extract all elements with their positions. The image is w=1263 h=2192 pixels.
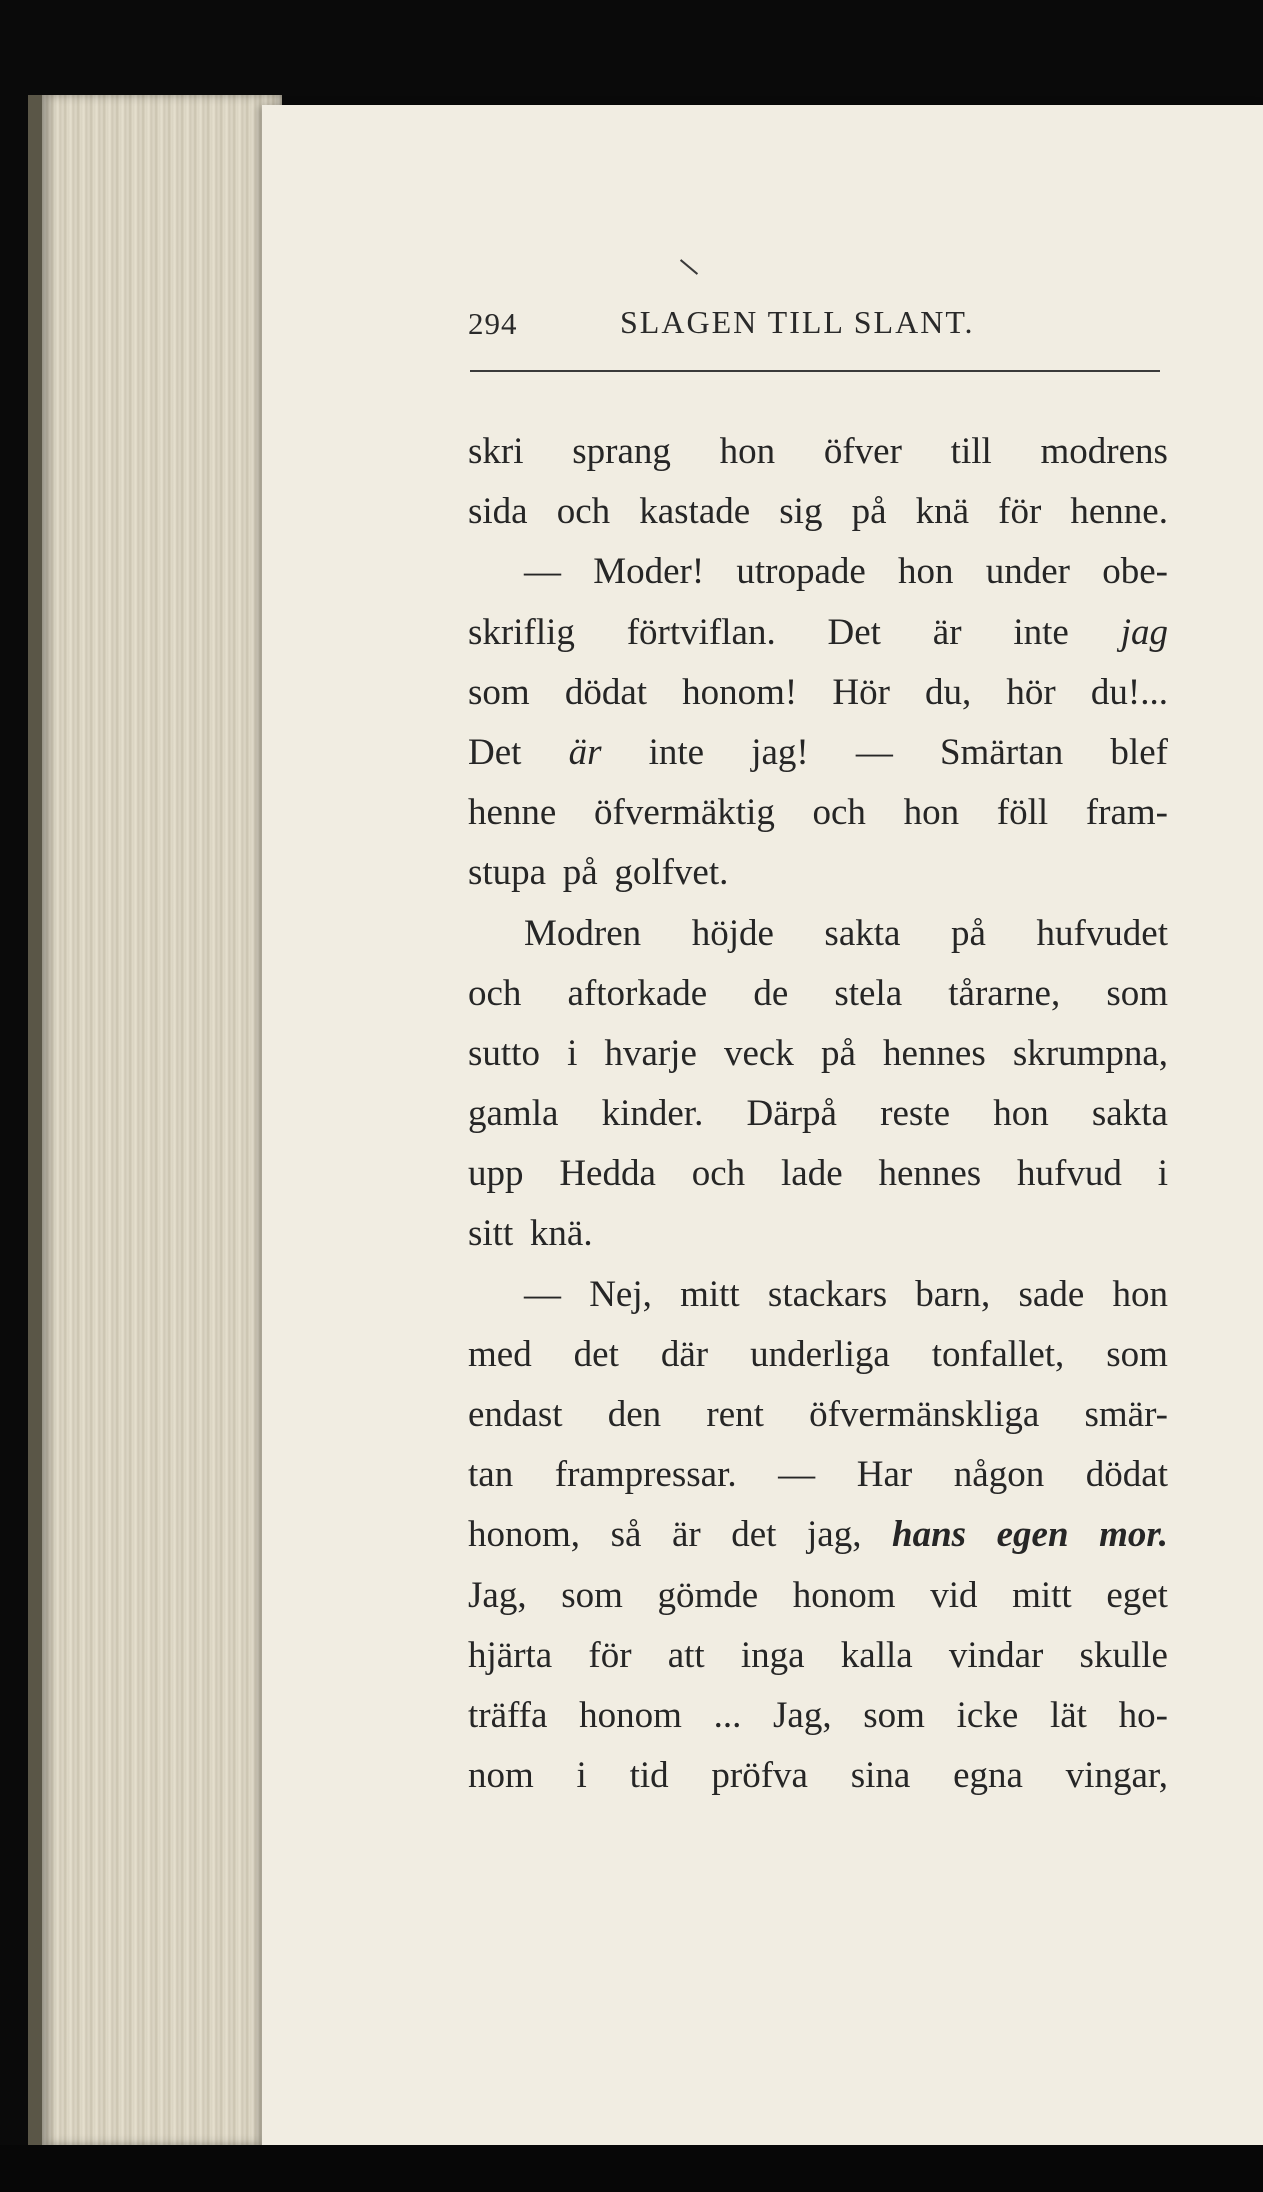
text-line (468, 1445, 1168, 1505)
word: utropade (736, 551, 866, 593)
word: blef (1110, 731, 1168, 773)
word: stela (834, 972, 903, 1014)
text-line (468, 723, 1168, 783)
word: det (573, 1333, 619, 1375)
word: Jag, (773, 1694, 832, 1736)
word: pröfva (711, 1755, 808, 1797)
word: gamla (468, 1093, 559, 1135)
word: Modren (524, 912, 642, 954)
word: för (588, 1634, 632, 1676)
word: höjde (691, 912, 774, 954)
word: inte (648, 731, 705, 773)
word: på (950, 912, 986, 954)
word: reste (880, 1093, 950, 1135)
word: Smärtan (939, 731, 1064, 773)
word: de (753, 972, 789, 1014)
word: någon (953, 1454, 1045, 1496)
word: mitt (680, 1273, 740, 1315)
word: vingar, (1065, 1755, 1168, 1797)
text-line (468, 1325, 1168, 1385)
word: egna (953, 1755, 1023, 1797)
word: stackars (767, 1273, 888, 1315)
word: honom (792, 1574, 896, 1616)
word: upp (468, 1153, 524, 1195)
word: på (851, 491, 887, 533)
word: förtviflan. (626, 611, 776, 653)
word: jag, (807, 1514, 862, 1556)
word: barn, (915, 1273, 991, 1315)
word: honom! (682, 671, 798, 713)
text-line (468, 1746, 1168, 1806)
word: med (468, 1333, 532, 1375)
text-line (468, 482, 1168, 542)
word: Hedda (559, 1153, 656, 1195)
word: veck (723, 1032, 794, 1074)
word: hör (1006, 671, 1056, 713)
word: honom (579, 1694, 682, 1736)
word: nom (468, 1755, 534, 1797)
word: dödat (1085, 1454, 1168, 1496)
word: — (855, 731, 893, 773)
word: sitt (468, 1213, 514, 1255)
word: endast (468, 1394, 563, 1435)
word: icke (956, 1694, 1019, 1736)
word: knä. (529, 1213, 593, 1255)
text-line (468, 542, 1168, 602)
word: hon (898, 551, 954, 593)
word: som (1106, 1333, 1168, 1375)
word: — (778, 1454, 816, 1496)
word: Hör (832, 671, 890, 713)
text-line (468, 1626, 1168, 1686)
word: mor. (1099, 1514, 1168, 1556)
text-line (468, 1204, 1168, 1264)
running-title: SLAGEN TILL SLANT. (620, 304, 975, 340)
word: tid (629, 1755, 669, 1797)
word: som (863, 1694, 925, 1736)
word: hon (993, 1093, 1049, 1135)
word: dödat (564, 671, 648, 713)
word: och (468, 972, 522, 1014)
text-line (468, 1686, 1168, 1746)
word: under (985, 551, 1070, 593)
word: jag (1120, 611, 1168, 653)
word: stupa (468, 852, 547, 894)
word: ho- (1118, 1694, 1168, 1736)
text-line (468, 422, 1168, 482)
word: på (562, 852, 598, 894)
word: fram- (1085, 792, 1168, 834)
word: hvarje (604, 1032, 697, 1074)
word: tårarne, (948, 972, 1061, 1014)
word: på (820, 1032, 856, 1074)
text-line (468, 1024, 1168, 1084)
word: skrumpna, (1012, 1032, 1168, 1074)
word: skulle (1079, 1634, 1168, 1676)
word: henne. (1070, 491, 1168, 533)
word: — (524, 1273, 561, 1315)
text-line (468, 964, 1168, 1024)
header-rule (470, 370, 1160, 372)
word: kalla (840, 1634, 913, 1676)
word: Jag, (468, 1574, 527, 1616)
word: som (468, 671, 530, 713)
word: vid (930, 1574, 978, 1616)
word: Det (468, 731, 522, 773)
word: hon (903, 792, 960, 834)
word: är (671, 1514, 701, 1556)
word: lät (1049, 1694, 1087, 1736)
text-line (468, 1566, 1168, 1626)
word: du!... (1090, 671, 1168, 713)
word: aftorkade (567, 972, 708, 1014)
word: Nej, (589, 1273, 652, 1315)
word: sakta (1091, 1093, 1168, 1135)
word: hennes (882, 1032, 986, 1074)
word: som (561, 1574, 623, 1616)
word: knä (915, 491, 970, 533)
word: Har (856, 1454, 913, 1496)
bottom-shadow (0, 2145, 1263, 2192)
word: Moder! (593, 551, 705, 593)
word: hufvud (1017, 1153, 1122, 1195)
word: där (660, 1333, 709, 1375)
word: öfver (823, 431, 902, 472)
word: hennes (878, 1153, 982, 1195)
word: — (524, 551, 561, 593)
word: hufvudet (1036, 912, 1168, 954)
word: och (556, 491, 611, 533)
word: och (812, 792, 866, 834)
body-text (468, 422, 1168, 1806)
word: smär- (1084, 1394, 1168, 1435)
word: Därpå (746, 1093, 837, 1135)
word: är (932, 611, 962, 653)
word: underliga (750, 1333, 890, 1375)
word: så (610, 1514, 642, 1556)
word: honom, (468, 1514, 581, 1556)
word: du, (925, 671, 972, 713)
word: inga (740, 1634, 805, 1676)
word: hon (1112, 1273, 1168, 1315)
word: i (1157, 1153, 1168, 1195)
word: som (1106, 972, 1168, 1014)
word: i (576, 1755, 587, 1797)
word: ... (713, 1694, 742, 1736)
word: för (998, 491, 1042, 533)
word: gömde (657, 1574, 759, 1616)
word: sade (1018, 1273, 1085, 1315)
word: lade (781, 1153, 843, 1195)
word: sig (779, 491, 823, 533)
word: i (567, 1032, 578, 1074)
word: skriflig (468, 611, 575, 653)
word: egen (996, 1514, 1069, 1556)
word: träffa (468, 1694, 548, 1736)
word: sida (468, 491, 528, 533)
word: vindar (948, 1634, 1044, 1676)
word: kastade (639, 491, 751, 533)
word: att (667, 1634, 705, 1676)
word: henne (468, 792, 557, 834)
word: till (950, 431, 992, 472)
word: hjärta (468, 1634, 553, 1676)
word: sutto (468, 1032, 540, 1074)
word: hon (719, 431, 776, 472)
word: sprang (572, 431, 671, 472)
text-line (468, 1144, 1168, 1204)
word: hans (892, 1514, 967, 1556)
word: sina (850, 1755, 911, 1797)
word: är (568, 731, 602, 773)
text-line (468, 1385, 1168, 1445)
text-line (468, 843, 1168, 903)
word: skri (468, 431, 524, 472)
word: öfvermäktig (594, 792, 775, 834)
page-header (468, 306, 1168, 356)
word: det (731, 1514, 777, 1556)
word: mitt (1012, 1574, 1072, 1616)
word: och (691, 1153, 746, 1195)
text-line (468, 663, 1168, 723)
word: eget (1106, 1574, 1168, 1616)
word: rent (706, 1394, 764, 1435)
word: den (607, 1394, 662, 1435)
word: golfvet. (614, 852, 729, 894)
word: föll (996, 792, 1049, 834)
word: Det (827, 611, 881, 653)
word: inte (1013, 611, 1069, 653)
text-line (468, 1505, 1168, 1565)
word: jag! (751, 731, 809, 773)
word: kinder. (601, 1093, 704, 1135)
text-line (468, 904, 1168, 964)
word: frampressar. (554, 1454, 737, 1496)
word: obe- (1102, 551, 1168, 593)
word: tonfallet, (931, 1333, 1065, 1375)
page-number: 294 (468, 306, 518, 341)
page-edges (28, 95, 282, 2145)
text-line (468, 603, 1168, 663)
text-line (468, 1084, 1168, 1144)
word: tan (468, 1454, 514, 1496)
text-line (468, 1265, 1168, 1325)
word: sakta (824, 912, 901, 954)
word: öfvermänskliga (809, 1394, 1040, 1435)
text-line (468, 783, 1168, 843)
word: modrens (1040, 431, 1168, 472)
